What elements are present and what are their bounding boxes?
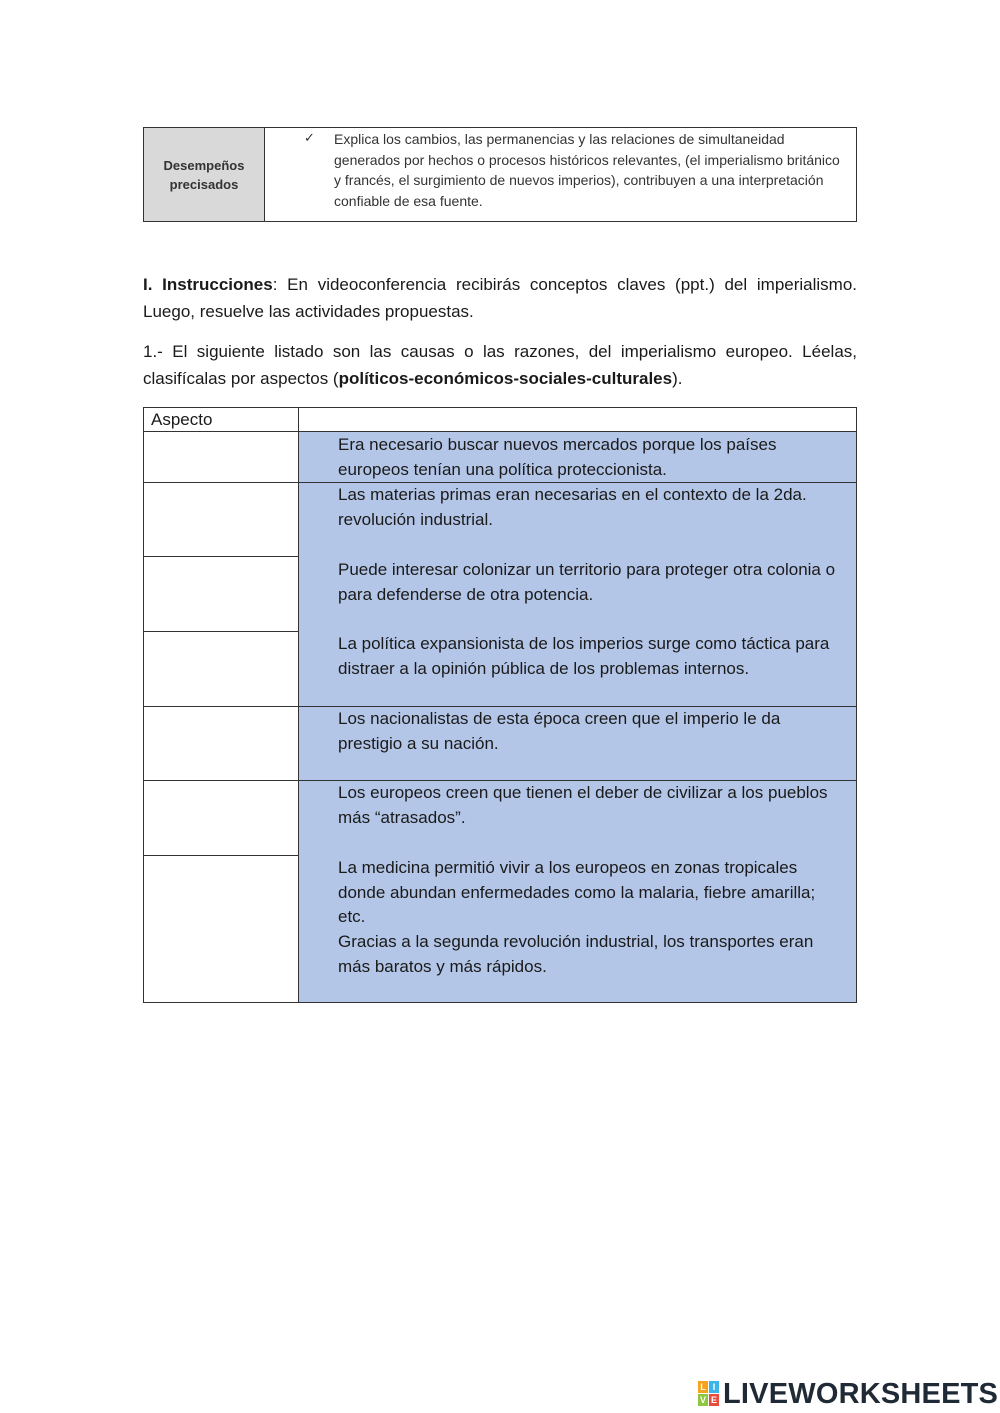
aspect-answer-cell[interactable] [144,483,297,555]
table-border-bottom [143,1002,857,1003]
aspect-column-header: Aspecto [151,410,213,429]
instructions-text: : En videoconferencia recibirás conceptos claves (ppt.) del imperialismo. Luego, resuelve las actividades propuestas. [143,275,858,321]
instructions-title: I. Instrucciones [143,275,273,294]
cause-text: Los nacionalistas de esta época creen que el imperio le da prestigio a su nación. [338,709,781,753]
question-paragraph [143,339,857,392]
liveworksheets-logo-icon: L I V E [699,1382,717,1405]
table-column-divider [298,407,299,1003]
liveworksheets-logo [698,1375,998,1413]
competency-table [143,127,857,222]
cause-text: Las materias primas eran necesarias en el contexto de la 2da. revolución industrial. [338,485,807,529]
aspect-answer-cell[interactable] [144,632,297,705]
table-border-right [856,407,857,1003]
cause-text: La política expansionista de los imperios surge como táctica para distraer a la opinión pública de los problemas internos. [338,634,830,678]
checkmark-icon: ✓ [304,130,315,145]
cause-text: Puede interesar colonizar un territorio para proteger otra colonia o para defenderse de otra potencia. [338,560,836,604]
instructions-paragraph [143,272,857,325]
question-suffix: ). [672,368,683,388]
cause-text: La medicina permitió vivir a los europeos en zonas tropicales donde abundan enfermedades como la malaria, fiebre amarilla; etc. [338,858,816,926]
table-border-top [143,407,857,408]
cause-text: Los europeos creen que tienen el deber de civilizar a los pueblos más “atrasados”. [338,783,828,827]
question-aspects: políticos-económicos-sociales-culturales [338,368,673,388]
aspect-answer-cell[interactable] [144,781,297,854]
aspect-answer-cell[interactable] [144,432,297,481]
aspect-answer-cell[interactable] [144,557,297,630]
aspect-answer-cell[interactable] [144,707,297,779]
liveworksheets-logo-text: LIVEWORKSHEETS [723,1377,999,1410]
cause-text: Era necesario buscar nuevos mercados porque los países europeos tenían una política proteccionista. [338,435,777,479]
question-prefix: 1.- El siguiente listado son las causas o las razones, del imperialismo europeo. Léelas, clasifícalas por aspectos ( [143,342,857,388]
competency-text: Explica los cambios, las permanencias y las relaciones de simultaneidad generados por hechos o procesos históricos relevantes, (el imperialismo británico y francés, el surgimiento de nuevos imperios), contribuyen a una interpretación confiable de esa fuente. [334,131,840,209]
cause-text: Gracias a la segunda revolución industrial, los transportes eran más baratos y más rápidos. [338,932,814,976]
competency-label: Desempeños precisados [144,128,265,221]
aspect-answer-cell[interactable] [144,856,297,1001]
